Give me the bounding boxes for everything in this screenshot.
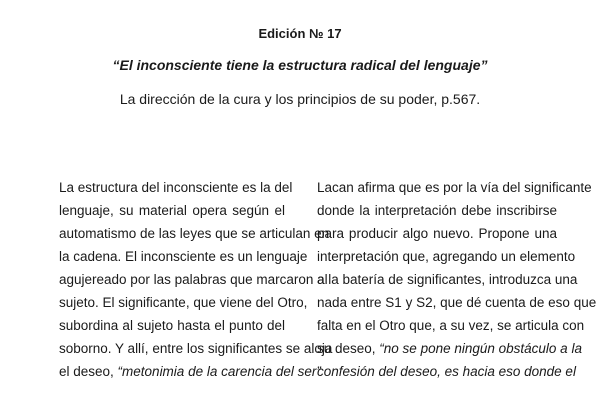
paragraph-line: subordina al sujeto hasta el punto del — [59, 318, 285, 333]
paragraph-line: interpretación que, agregando un elemento — [317, 249, 576, 264]
paragraph-line — [59, 360, 321, 383]
paragraph-line: lenguaje, su material opera según el — [59, 203, 285, 218]
italic-quote: “metonimia de la carencia del ser” — [117, 364, 321, 379]
paragraph-line — [317, 337, 582, 360]
paragraph-line: sujeto. El significante, que viene del Otro, — [59, 295, 308, 310]
right-column — [317, 176, 597, 383]
paragraph-line: para producir algo nuevo. Propone una — [317, 226, 557, 241]
line-text: su deseo, — [317, 341, 380, 356]
paragraph-line — [317, 360, 576, 383]
quote-title: “El inconsciente tiene la estructura radical del lenguaje” — [112, 57, 488, 73]
paragraph-line: donde la interpretación debe inscribirse — [317, 203, 557, 218]
italic-quote: confesión del deseo, es hacia eso donde el — [317, 364, 576, 379]
paragraph-line: agujereado por las palabras que marcaron al — [59, 272, 328, 287]
line-text: el deseo, — [59, 364, 118, 379]
source-citation: La dirección de la cura y los principios de su poder, p.567. — [119, 91, 481, 107]
paragraph-line: automatismo de las leyes que se articulan en — [59, 226, 330, 241]
paragraph-line: nada entre S1 y S2, que dé cuenta de eso que — [317, 295, 597, 310]
paragraph-line: falta en el Otro que, a su vez, se articula con — [317, 318, 585, 333]
italic-quote: “no se pone ningún obstáculo a la — [379, 341, 582, 356]
left-column — [59, 176, 333, 383]
paragraph-line: soborno. Y allí, entre los significantes se aloja — [59, 341, 333, 356]
edition-number: Edición № 17 — [258, 26, 342, 41]
paragraph-line: la cadena. El inconsciente es un lenguaje — [59, 249, 308, 264]
paragraph-line: Lacan afirma que es por la vía del significante — [317, 180, 592, 195]
paragraph-line: La estructura del inconsciente es la del — [59, 180, 293, 195]
paragraph-line: a la batería de significantes, introduzca una — [317, 272, 578, 287]
